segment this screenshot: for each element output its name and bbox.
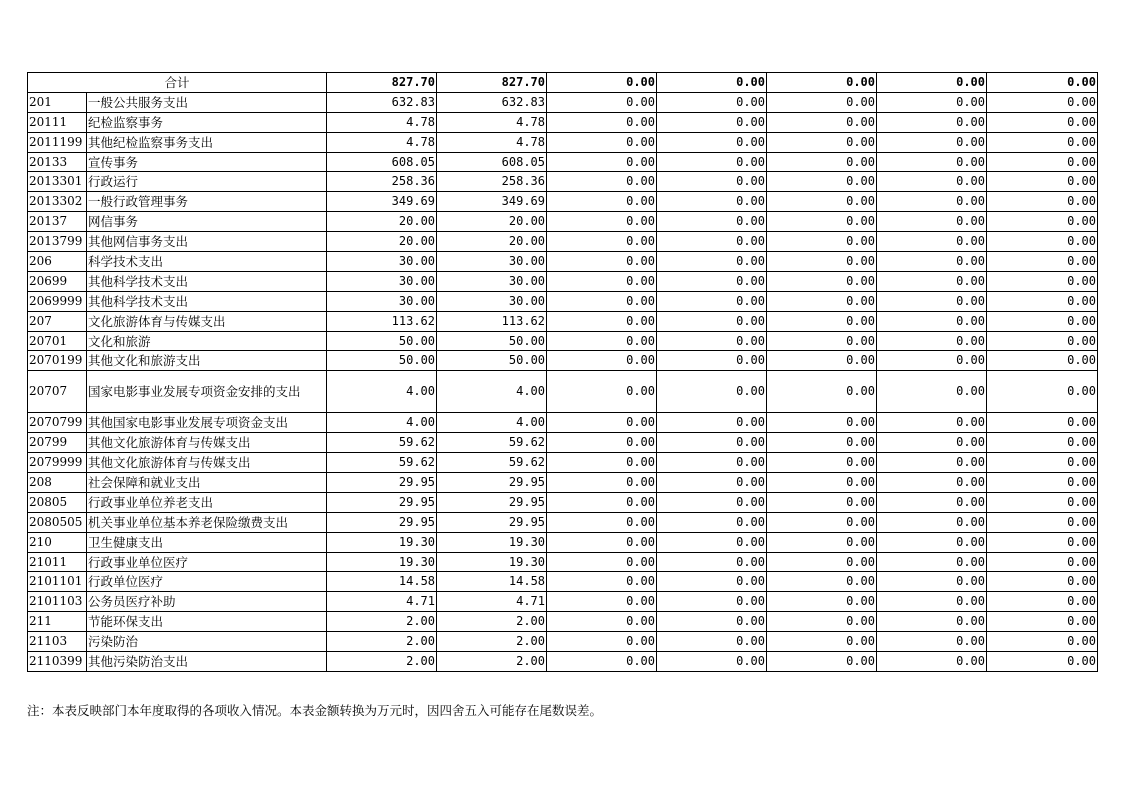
value-cell: 0.00 bbox=[877, 612, 987, 632]
value-cell: 50.00 bbox=[437, 351, 547, 371]
row-name: 污染防治 bbox=[87, 632, 327, 652]
value-cell: 0.00 bbox=[547, 92, 657, 112]
value-cell: 0.00 bbox=[657, 433, 767, 453]
row-name: 科学技术支出 bbox=[87, 252, 327, 272]
table-row bbox=[28, 492, 1098, 512]
value-cell: 0.00 bbox=[877, 291, 987, 311]
value-cell: 0.00 bbox=[987, 132, 1098, 152]
value-cell: 0.00 bbox=[877, 473, 987, 493]
value-cell: 50.00 bbox=[327, 351, 437, 371]
value-cell: 0.00 bbox=[547, 192, 657, 212]
table-row bbox=[28, 152, 1098, 172]
value-cell: 2.00 bbox=[327, 632, 437, 652]
value-cell: 0.00 bbox=[657, 652, 767, 672]
value-cell: 0.00 bbox=[547, 212, 657, 232]
value-cell: 0.00 bbox=[987, 192, 1098, 212]
value-cell: 0.00 bbox=[547, 632, 657, 652]
value-cell: 30.00 bbox=[437, 291, 547, 311]
value-cell: 0.00 bbox=[987, 252, 1098, 272]
value-cell: 29.95 bbox=[327, 512, 437, 532]
value-cell: 0.00 bbox=[877, 152, 987, 172]
value-cell: 0.00 bbox=[877, 592, 987, 612]
value-cell: 0.00 bbox=[767, 192, 877, 212]
value-cell: 0.00 bbox=[547, 112, 657, 132]
value-cell: 0.00 bbox=[987, 453, 1098, 473]
row-code: 20805 bbox=[28, 492, 87, 512]
row-code: 20133 bbox=[28, 152, 87, 172]
value-cell: 0.00 bbox=[657, 311, 767, 331]
value-cell: 0.00 bbox=[657, 331, 767, 351]
row-name: 行政单位医疗 bbox=[87, 572, 327, 592]
row-name: 国家电影事业发展专项资金安排的支出 bbox=[87, 371, 327, 413]
table-body bbox=[28, 73, 1098, 672]
value-cell: 0.00 bbox=[547, 132, 657, 152]
table-row bbox=[28, 371, 1098, 413]
table-row bbox=[28, 92, 1098, 112]
value-cell: 0.00 bbox=[987, 351, 1098, 371]
value-cell: 0.00 bbox=[987, 331, 1098, 351]
value-cell: 0.00 bbox=[547, 532, 657, 552]
value-cell: 0.00 bbox=[657, 132, 767, 152]
value-cell: 0.00 bbox=[987, 232, 1098, 252]
value-cell: 0.00 bbox=[657, 371, 767, 413]
row-name: 其他科学技术支出 bbox=[87, 271, 327, 291]
row-name: 卫生健康支出 bbox=[87, 532, 327, 552]
table-row bbox=[28, 311, 1098, 331]
table-row bbox=[28, 172, 1098, 192]
value-cell: 0.00 bbox=[547, 552, 657, 572]
row-name: 文化和旅游 bbox=[87, 331, 327, 351]
value-cell: 0.00 bbox=[877, 433, 987, 453]
value-cell: 0.00 bbox=[547, 291, 657, 311]
value-cell: 0.00 bbox=[547, 612, 657, 632]
value-cell: 0.00 bbox=[877, 252, 987, 272]
row-name: 文化旅游体育与传媒支出 bbox=[87, 311, 327, 331]
row-code: 210 bbox=[28, 532, 87, 552]
value-cell: 608.05 bbox=[437, 152, 547, 172]
table-row bbox=[28, 232, 1098, 252]
table-row bbox=[28, 592, 1098, 612]
table-row bbox=[28, 252, 1098, 272]
row-code: 206 bbox=[28, 252, 87, 272]
row-code: 2079999 bbox=[28, 453, 87, 473]
total-value-cell: 0.00 bbox=[767, 73, 877, 93]
value-cell: 0.00 bbox=[877, 492, 987, 512]
value-cell: 29.95 bbox=[327, 492, 437, 512]
value-cell: 258.36 bbox=[437, 172, 547, 192]
value-cell: 0.00 bbox=[767, 311, 877, 331]
value-cell: 632.83 bbox=[437, 92, 547, 112]
value-cell: 0.00 bbox=[767, 612, 877, 632]
value-cell: 0.00 bbox=[987, 152, 1098, 172]
value-cell: 4.78 bbox=[327, 112, 437, 132]
value-cell: 113.62 bbox=[327, 311, 437, 331]
value-cell: 0.00 bbox=[657, 532, 767, 552]
row-name: 其他文化和旅游支出 bbox=[87, 351, 327, 371]
total-value-cell: 0.00 bbox=[657, 73, 767, 93]
value-cell: 0.00 bbox=[657, 512, 767, 532]
value-cell: 0.00 bbox=[657, 192, 767, 212]
value-cell: 0.00 bbox=[987, 92, 1098, 112]
total-value-cell: 0.00 bbox=[877, 73, 987, 93]
value-cell: 0.00 bbox=[767, 232, 877, 252]
table-row bbox=[28, 652, 1098, 672]
row-code: 208 bbox=[28, 473, 87, 493]
table-row bbox=[28, 132, 1098, 152]
total-label: 合计 bbox=[28, 73, 327, 93]
value-cell: 0.00 bbox=[657, 632, 767, 652]
value-cell: 4.71 bbox=[327, 592, 437, 612]
value-cell: 19.30 bbox=[327, 552, 437, 572]
value-cell: 4.00 bbox=[437, 413, 547, 433]
row-name: 宣传事务 bbox=[87, 152, 327, 172]
row-code: 201 bbox=[28, 92, 87, 112]
row-code: 2101101 bbox=[28, 572, 87, 592]
value-cell: 0.00 bbox=[767, 492, 877, 512]
row-name: 一般行政管理事务 bbox=[87, 192, 327, 212]
value-cell: 0.00 bbox=[547, 172, 657, 192]
total-value-cell: 827.70 bbox=[327, 73, 437, 93]
value-cell: 0.00 bbox=[547, 232, 657, 252]
row-code: 20707 bbox=[28, 371, 87, 413]
value-cell: 0.00 bbox=[547, 271, 657, 291]
value-cell: 0.00 bbox=[767, 552, 877, 572]
value-cell: 0.00 bbox=[877, 453, 987, 473]
row-name: 其他科学技术支出 bbox=[87, 291, 327, 311]
value-cell: 2.00 bbox=[437, 652, 547, 672]
value-cell: 0.00 bbox=[877, 232, 987, 252]
value-cell: 14.58 bbox=[327, 572, 437, 592]
row-code: 21103 bbox=[28, 632, 87, 652]
value-cell: 0.00 bbox=[657, 453, 767, 473]
value-cell: 0.00 bbox=[767, 433, 877, 453]
value-cell: 0.00 bbox=[877, 532, 987, 552]
value-cell: 0.00 bbox=[767, 271, 877, 291]
value-cell: 608.05 bbox=[327, 152, 437, 172]
row-code: 2080505 bbox=[28, 512, 87, 532]
value-cell: 0.00 bbox=[877, 132, 987, 152]
row-code: 20699 bbox=[28, 271, 87, 291]
value-cell: 0.00 bbox=[767, 572, 877, 592]
value-cell: 30.00 bbox=[437, 271, 547, 291]
row-name: 行政事业单位医疗 bbox=[87, 552, 327, 572]
value-cell: 0.00 bbox=[547, 351, 657, 371]
value-cell: 0.00 bbox=[877, 331, 987, 351]
value-cell: 0.00 bbox=[987, 572, 1098, 592]
value-cell: 0.00 bbox=[767, 351, 877, 371]
value-cell: 0.00 bbox=[657, 172, 767, 192]
table-row bbox=[28, 112, 1098, 132]
table-row bbox=[28, 212, 1098, 232]
value-cell: 0.00 bbox=[987, 291, 1098, 311]
row-code: 2069999 bbox=[28, 291, 87, 311]
row-code: 2101103 bbox=[28, 592, 87, 612]
value-cell: 0.00 bbox=[657, 612, 767, 632]
value-cell: 14.58 bbox=[437, 572, 547, 592]
table-row bbox=[28, 473, 1098, 493]
table-row bbox=[28, 552, 1098, 572]
value-cell: 0.00 bbox=[547, 433, 657, 453]
value-cell: 0.00 bbox=[877, 572, 987, 592]
table-row bbox=[28, 413, 1098, 433]
value-cell: 0.00 bbox=[547, 331, 657, 351]
value-cell: 20.00 bbox=[327, 232, 437, 252]
row-code: 2110399 bbox=[28, 652, 87, 672]
value-cell: 2.00 bbox=[437, 612, 547, 632]
value-cell: 0.00 bbox=[767, 632, 877, 652]
value-cell: 0.00 bbox=[877, 351, 987, 371]
value-cell: 0.00 bbox=[657, 473, 767, 493]
value-cell: 0.00 bbox=[767, 652, 877, 672]
value-cell: 0.00 bbox=[547, 252, 657, 272]
total-value-cell: 827.70 bbox=[437, 73, 547, 93]
table-row bbox=[28, 433, 1098, 453]
row-name: 节能环保支出 bbox=[87, 612, 327, 632]
value-cell: 0.00 bbox=[877, 552, 987, 572]
row-name: 机关事业单位基本养老保险缴费支出 bbox=[87, 512, 327, 532]
table-row bbox=[28, 351, 1098, 371]
row-code: 20137 bbox=[28, 212, 87, 232]
value-cell: 4.00 bbox=[327, 413, 437, 433]
table-row bbox=[28, 331, 1098, 351]
value-cell: 0.00 bbox=[987, 271, 1098, 291]
value-cell: 0.00 bbox=[657, 492, 767, 512]
value-cell: 0.00 bbox=[987, 212, 1098, 232]
value-cell: 0.00 bbox=[987, 512, 1098, 532]
row-code: 20111 bbox=[28, 112, 87, 132]
value-cell: 0.00 bbox=[547, 652, 657, 672]
value-cell: 0.00 bbox=[767, 453, 877, 473]
value-cell: 0.00 bbox=[987, 632, 1098, 652]
value-cell: 29.95 bbox=[437, 492, 547, 512]
value-cell: 0.00 bbox=[877, 271, 987, 291]
row-name: 公务员医疗补助 bbox=[87, 592, 327, 612]
value-cell: 20.00 bbox=[327, 212, 437, 232]
row-code: 20799 bbox=[28, 433, 87, 453]
value-cell: 0.00 bbox=[767, 473, 877, 493]
value-cell: 0.00 bbox=[987, 492, 1098, 512]
value-cell: 349.69 bbox=[437, 192, 547, 212]
table-row bbox=[28, 512, 1098, 532]
table-row bbox=[28, 572, 1098, 592]
value-cell: 0.00 bbox=[987, 652, 1098, 672]
value-cell: 0.00 bbox=[767, 112, 877, 132]
value-cell: 0.00 bbox=[657, 152, 767, 172]
footnote: 注：本表反映部门本年度取得的各项收入情况。本表金额转换为万元时，因四舍五入可能存在尾数误差。 bbox=[27, 703, 603, 718]
value-cell: 0.00 bbox=[767, 172, 877, 192]
value-cell: 4.78 bbox=[327, 132, 437, 152]
row-code: 211 bbox=[28, 612, 87, 632]
value-cell: 30.00 bbox=[327, 291, 437, 311]
value-cell: 4.00 bbox=[437, 371, 547, 413]
row-name: 一般公共服务支出 bbox=[87, 92, 327, 112]
row-name: 纪检监察事务 bbox=[87, 112, 327, 132]
row-name: 其他污染防治支出 bbox=[87, 652, 327, 672]
value-cell: 4.71 bbox=[437, 592, 547, 612]
value-cell: 20.00 bbox=[437, 232, 547, 252]
value-cell: 0.00 bbox=[767, 413, 877, 433]
value-cell: 0.00 bbox=[767, 152, 877, 172]
value-cell: 30.00 bbox=[437, 252, 547, 272]
value-cell: 50.00 bbox=[437, 331, 547, 351]
value-cell: 59.62 bbox=[327, 433, 437, 453]
table-row bbox=[28, 192, 1098, 212]
value-cell: 258.36 bbox=[327, 172, 437, 192]
value-cell: 0.00 bbox=[547, 592, 657, 612]
value-cell: 0.00 bbox=[547, 371, 657, 413]
value-cell: 0.00 bbox=[987, 433, 1098, 453]
value-cell: 0.00 bbox=[657, 592, 767, 612]
value-cell: 0.00 bbox=[877, 112, 987, 132]
value-cell: 0.00 bbox=[657, 413, 767, 433]
row-name: 其他文化旅游体育与传媒支出 bbox=[87, 453, 327, 473]
row-name: 行政事业单位养老支出 bbox=[87, 492, 327, 512]
table-row bbox=[28, 271, 1098, 291]
value-cell: 113.62 bbox=[437, 311, 547, 331]
value-cell: 0.00 bbox=[767, 291, 877, 311]
row-code: 2013799 bbox=[28, 232, 87, 252]
value-cell: 0.00 bbox=[767, 371, 877, 413]
value-cell: 0.00 bbox=[657, 92, 767, 112]
row-code: 2013302 bbox=[28, 192, 87, 212]
value-cell: 0.00 bbox=[877, 172, 987, 192]
value-cell: 0.00 bbox=[547, 311, 657, 331]
value-cell: 30.00 bbox=[327, 271, 437, 291]
value-cell: 2.00 bbox=[327, 652, 437, 672]
value-cell: 2.00 bbox=[437, 632, 547, 652]
value-cell: 0.00 bbox=[657, 271, 767, 291]
table-row bbox=[28, 612, 1098, 632]
value-cell: 0.00 bbox=[987, 112, 1098, 132]
value-cell: 0.00 bbox=[657, 212, 767, 232]
value-cell: 19.30 bbox=[437, 532, 547, 552]
row-name: 其他文化旅游体育与传媒支出 bbox=[87, 433, 327, 453]
value-cell: 0.00 bbox=[877, 632, 987, 652]
table-row bbox=[28, 291, 1098, 311]
value-cell: 0.00 bbox=[987, 371, 1098, 413]
value-cell: 59.62 bbox=[437, 453, 547, 473]
total-value-cell: 0.00 bbox=[987, 73, 1098, 93]
value-cell: 0.00 bbox=[547, 572, 657, 592]
value-cell: 30.00 bbox=[327, 252, 437, 272]
value-cell: 0.00 bbox=[767, 252, 877, 272]
value-cell: 0.00 bbox=[547, 512, 657, 532]
value-cell: 0.00 bbox=[547, 453, 657, 473]
value-cell: 19.30 bbox=[437, 552, 547, 572]
value-cell: 0.00 bbox=[767, 212, 877, 232]
value-cell: 0.00 bbox=[547, 473, 657, 493]
value-cell: 0.00 bbox=[657, 252, 767, 272]
value-cell: 0.00 bbox=[877, 92, 987, 112]
value-cell: 59.62 bbox=[327, 453, 437, 473]
value-cell: 0.00 bbox=[547, 492, 657, 512]
value-cell: 0.00 bbox=[547, 152, 657, 172]
row-name: 其他网信事务支出 bbox=[87, 232, 327, 252]
value-cell: 0.00 bbox=[767, 331, 877, 351]
value-cell: 4.00 bbox=[327, 371, 437, 413]
value-cell: 4.78 bbox=[437, 112, 547, 132]
value-cell: 632.83 bbox=[327, 92, 437, 112]
table-row bbox=[28, 532, 1098, 552]
row-code: 2070199 bbox=[28, 351, 87, 371]
table-row bbox=[28, 632, 1098, 652]
value-cell: 0.00 bbox=[987, 172, 1098, 192]
value-cell: 20.00 bbox=[437, 212, 547, 232]
total-value-cell: 0.00 bbox=[547, 73, 657, 93]
row-code: 21011 bbox=[28, 552, 87, 572]
value-cell: 0.00 bbox=[657, 232, 767, 252]
value-cell: 19.30 bbox=[327, 532, 437, 552]
value-cell: 0.00 bbox=[767, 92, 877, 112]
value-cell: 0.00 bbox=[657, 572, 767, 592]
row-code: 2070799 bbox=[28, 413, 87, 433]
value-cell: 0.00 bbox=[767, 532, 877, 552]
value-cell: 0.00 bbox=[657, 351, 767, 371]
value-cell: 50.00 bbox=[327, 331, 437, 351]
value-cell: 0.00 bbox=[987, 532, 1098, 552]
value-cell: 59.62 bbox=[437, 433, 547, 453]
row-code: 207 bbox=[28, 311, 87, 331]
value-cell: 2.00 bbox=[327, 612, 437, 632]
value-cell: 0.00 bbox=[877, 192, 987, 212]
value-cell: 0.00 bbox=[657, 291, 767, 311]
value-cell: 4.78 bbox=[437, 132, 547, 152]
row-code: 20701 bbox=[28, 331, 87, 351]
income-table bbox=[27, 72, 1098, 672]
value-cell: 0.00 bbox=[877, 512, 987, 532]
row-name: 行政运行 bbox=[87, 172, 327, 192]
value-cell: 0.00 bbox=[987, 552, 1098, 572]
value-cell: 0.00 bbox=[987, 612, 1098, 632]
value-cell: 0.00 bbox=[767, 592, 877, 612]
value-cell: 29.95 bbox=[327, 473, 437, 493]
value-cell: 349.69 bbox=[327, 192, 437, 212]
row-name: 其他纪检监察事务支出 bbox=[87, 132, 327, 152]
value-cell: 0.00 bbox=[877, 311, 987, 331]
total-row bbox=[28, 73, 1098, 93]
value-cell: 0.00 bbox=[657, 552, 767, 572]
value-cell: 0.00 bbox=[877, 652, 987, 672]
value-cell: 0.00 bbox=[767, 132, 877, 152]
value-cell: 0.00 bbox=[987, 473, 1098, 493]
value-cell: 29.95 bbox=[437, 512, 547, 532]
value-cell: 0.00 bbox=[547, 413, 657, 433]
row-code: 2011199 bbox=[28, 132, 87, 152]
row-name: 其他国家电影事业发展专项资金支出 bbox=[87, 413, 327, 433]
value-cell: 0.00 bbox=[657, 112, 767, 132]
value-cell: 0.00 bbox=[877, 413, 987, 433]
row-code: 2013301 bbox=[28, 172, 87, 192]
value-cell: 0.00 bbox=[877, 371, 987, 413]
value-cell: 0.00 bbox=[987, 592, 1098, 612]
value-cell: 29.95 bbox=[437, 473, 547, 493]
value-cell: 0.00 bbox=[987, 311, 1098, 331]
value-cell: 0.00 bbox=[767, 512, 877, 532]
row-name: 社会保障和就业支出 bbox=[87, 473, 327, 493]
table-row bbox=[28, 453, 1098, 473]
value-cell: 0.00 bbox=[987, 413, 1098, 433]
row-name: 网信事务 bbox=[87, 212, 327, 232]
value-cell: 0.00 bbox=[877, 212, 987, 232]
